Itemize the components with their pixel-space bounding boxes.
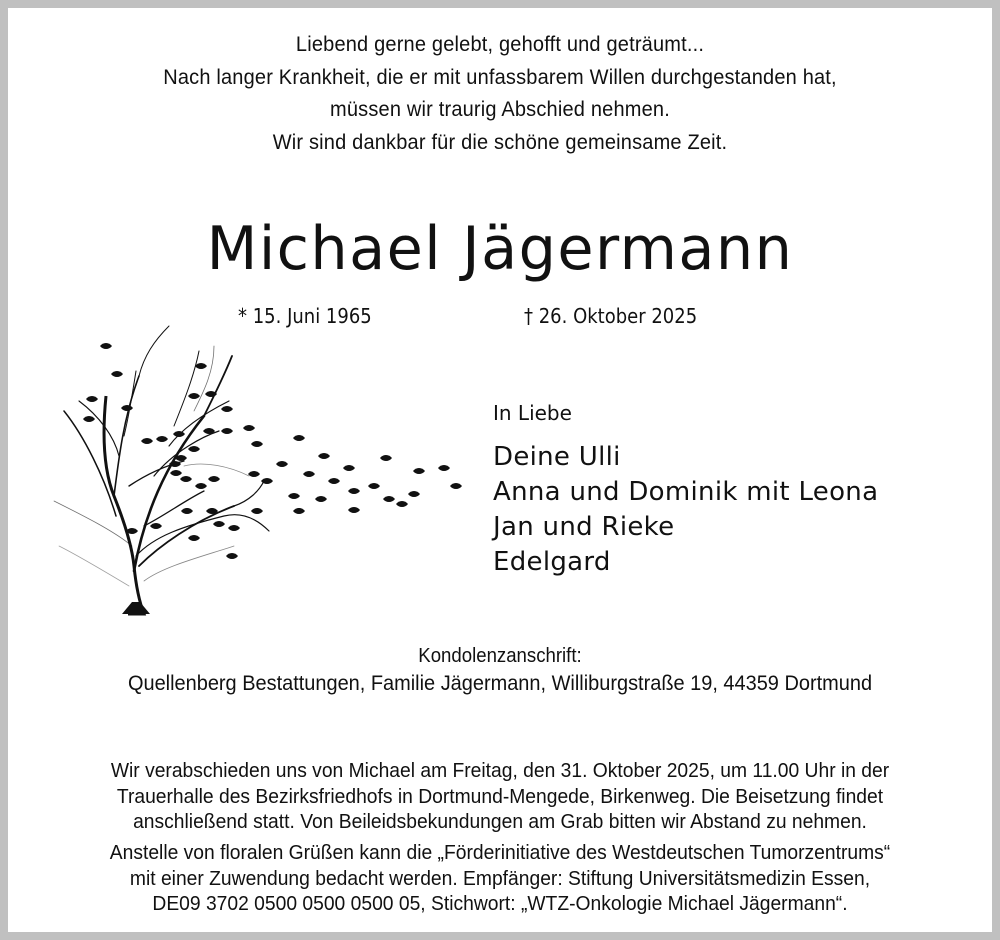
mourner-name: Anna und Dominik mit Leona bbox=[493, 477, 879, 507]
obituary-card bbox=[8, 8, 992, 932]
farewell-line: anschließend statt. Von Beileidsbekundungen am Grab bitten wir Abstand zu nehmen. bbox=[133, 810, 867, 833]
motto-line: Liebend gerne gelebt, gehofft und geträumt... bbox=[295, 32, 705, 56]
mourner-name: Edelgard bbox=[493, 547, 611, 577]
condolence-label: Kondolenzanschrift: bbox=[418, 645, 582, 667]
farewell-line: Trauerhalle des Bezirksfriedhofs in Dortmund-Mengede, Birkenweg. Die Beisetzung findet bbox=[116, 784, 884, 808]
motto-line: Nach langer Krankheit, die er mit unfassbarem Willen durchgestanden hat, bbox=[163, 64, 837, 89]
motto-line: müssen wir traurig Abschied nehmen. bbox=[330, 97, 670, 121]
mourners-intro: In Liebe bbox=[493, 401, 572, 425]
donation-line: DE09 3702 0500 0500 0500 05, Stichwort: „WTZ-Onkologie Michael Jägermann“. bbox=[152, 892, 848, 915]
mourner-name: Jan und Rieke bbox=[493, 512, 675, 542]
donation-notice bbox=[38, 840, 963, 917]
tree-with-blowing-leaves-icon bbox=[44, 316, 464, 621]
condolence-address: Quellenberg Bestattungen, Familie Jägermann, Williburgstraße 19, 44359 Dortmund bbox=[127, 672, 873, 695]
farewell-notice bbox=[38, 758, 963, 835]
motto bbox=[42, 28, 957, 158]
donation-line: Anstelle von floralen Grüßen kann die „Förderinitiative des Westdeutschen Tumorzentrums“ bbox=[109, 841, 891, 864]
motto-line: Wir sind dankbar für die schöne gemeinsame Zeit. bbox=[272, 129, 728, 154]
deceased-name: Michael Jägermann bbox=[206, 214, 794, 284]
mourner-name: Deine Ulli bbox=[493, 442, 621, 472]
mourners-list bbox=[493, 440, 878, 580]
death-date: † 26. Oktober 2025 bbox=[524, 304, 698, 328]
farewell-line: Wir verabschieden uns von Michael am Freitag, den 31. Oktober 2025, um 11.00 Uhr in der bbox=[110, 759, 890, 782]
birth-date: * 15. Juni 1965 bbox=[238, 304, 372, 328]
donation-line: mit einer Zuwendung bedacht werden. Empfänger: Stiftung Universitätsmedizin Essen, bbox=[129, 866, 871, 890]
